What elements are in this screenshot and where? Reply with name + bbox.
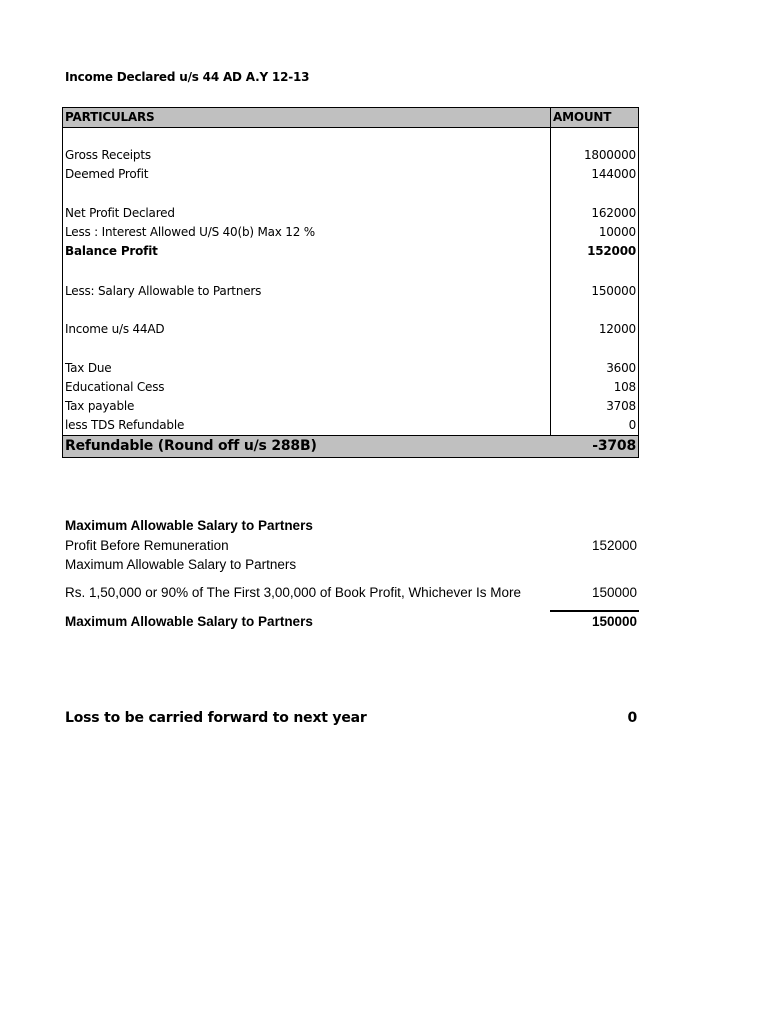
row-value: 3708 — [606, 399, 636, 413]
header-particulars: PARTICULARS — [65, 110, 155, 124]
row-value: 10000 — [598, 225, 636, 239]
table-row — [63, 147, 638, 165]
table-header — [63, 108, 638, 128]
loss-value: 0 — [627, 710, 637, 726]
row-value: 150000 — [591, 284, 636, 298]
table-row — [63, 398, 638, 416]
row-label: Less: Salary Allowable to Partners — [65, 284, 262, 298]
row-value: 162000 — [591, 206, 636, 220]
row-value: 3600 — [606, 361, 636, 375]
refundable-value: -3708 — [592, 438, 636, 454]
row-value: 152000 — [587, 244, 636, 258]
row-value: 144000 — [591, 167, 636, 181]
table-row — [63, 243, 638, 261]
salary-total-value: 150000 — [591, 614, 637, 629]
row-value: 12000 — [598, 322, 636, 336]
refundable-total-row — [63, 435, 638, 457]
row-label: less TDS Refundable — [65, 418, 185, 432]
table-row — [63, 321, 638, 339]
row-value: 1800000 — [583, 148, 636, 162]
table-row — [63, 417, 638, 435]
row-value: 108 — [613, 380, 636, 394]
salary-rule-label: Rs. 1,50,000 or 90% of The First 3,00,000 of Book Profit, Whichever Is More — [65, 585, 521, 600]
salary-heading: Maximum Allowable Salary to Partners — [65, 518, 313, 533]
row-label: Income u/s 44AD — [65, 322, 165, 336]
loss-label: Loss to be carried forward to next year — [65, 710, 367, 726]
table-row — [63, 379, 638, 397]
table-row — [63, 166, 638, 184]
salary-total-label: Maximum Allowable Salary to Partners — [65, 614, 313, 629]
table-row — [63, 360, 638, 378]
row-value: 0 — [628, 418, 636, 432]
header-amount: AMOUNT — [553, 110, 612, 124]
profit-label: Profit Before Remuneration — [65, 538, 229, 553]
row-label: Less : Interest Allowed U/S 40(b) Max 12 % — [65, 225, 315, 239]
row-label: Tax Due — [65, 361, 112, 375]
profit-value: 152000 — [591, 538, 637, 553]
page-title: Income Declared u/s 44 AD A.Y 12-13 — [65, 70, 310, 84]
total-underline — [550, 610, 639, 612]
table-row — [63, 283, 638, 301]
row-label: Tax payable — [65, 399, 135, 413]
row-label: Balance Profit — [65, 244, 158, 258]
row-label: Net Profit Declared — [65, 206, 175, 220]
income-table — [62, 107, 639, 458]
row-label: Gross Receipts — [65, 148, 151, 162]
salary-sub-label: Maximum Allowable Salary to Partners — [65, 557, 297, 572]
row-label: Educational Cess — [65, 380, 165, 394]
refundable-label: Refundable (Round off u/s 288B) — [65, 438, 317, 454]
salary-rule-value: 150000 — [591, 585, 637, 600]
row-label: Deemed Profit — [65, 167, 149, 181]
table-row — [63, 224, 638, 242]
table-row — [63, 205, 638, 223]
